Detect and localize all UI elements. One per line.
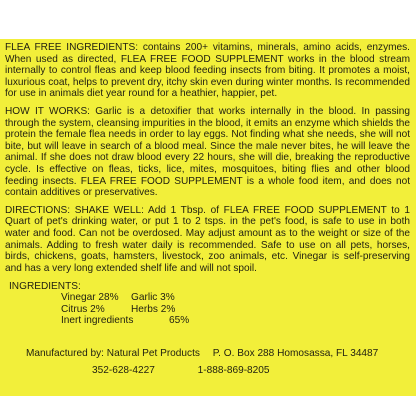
how-it-works-paragraph: HOW IT WORKS: Garlic is a detoxifier that works internally in the blood. In passing through the system, cleansing impurities in the blood, it emits an enzyme which shields the protein the female flea needs in order to lay eggs. Not finding what she needs, she will not bite, but will leave in search of a blood meal. Since the male never bites, he will leave the animal. If she does not draw blood every 22 hours, she will die, breaking the reproductive cycle. Is effective on fleas, ticks, lice, mites, mosquitoes, biting flies and other blood feeding insects. FLEA FREE FOOD SUPPLEMENT is a whole food item, and does not contain additives or preservatives. [5, 105, 410, 199]
manufacturer-address: P. O. Box 288 Homosassa, FL 34487 [212, 348, 379, 359]
ingredient-row [5, 292, 410, 304]
ingredient-herbs: Herbs 2% [131, 303, 176, 315]
ingredient-inert-percent: 65% [169, 315, 190, 327]
directions-paragraph: DIRECTIONS: SHAKE WELL: Add 1 Tbsp. of FLEA FREE FOOD SUPPLEMENT to 1 Quart of pet's drinking water, or put 1 to 2 tsps. in the pet's food, is safe to use in both water and food. Can not be overdosed. May adjust amount as to the weight or size of the animals. Adding to fresh water daily is recommended. Safe to use on all pets, horses, birds, chickens, goats, hamsters, livestock, zoo animals, etc. Vinegar is self-preserving and has a very long extended shelf life and will not spoil. [5, 204, 410, 274]
ingredient-inert: Inert ingredients [61, 315, 134, 327]
phone-toll-free: 1-888-869-8205 [197, 365, 270, 376]
ingredient-vinegar: Vinegar 28% [61, 292, 119, 304]
manufacturer-name: Manufactured by: Natural Pet Products [26, 348, 200, 359]
phone-local: 352-628-4227 [92, 365, 155, 376]
ingredient-row [5, 315, 410, 327]
ingredients-title: INGREDIENTS: [9, 281, 81, 293]
ingredient-row [5, 304, 410, 316]
ingredient-citrus: Citrus 2% [61, 303, 105, 315]
flea-free-ingredients-paragraph: FLEA FREE INGREDIENTS: contains 200+ vitamins, minerals, amino acids, enzymes. When used as directed, FLEA FREE FOOD SUPPLEMENT works in the blood stream internally to control fleas and keep blood feeding insects from biting. It promotes a moist, luxurious coat, helps to prevent dry, itchy skin even during winter months. Is recommended for use in animals diet year round for a heathier, happier, pet. [5, 42, 410, 100]
product-label [0, 39, 416, 396]
ingredient-garlic: Garlic 3% [131, 292, 175, 304]
